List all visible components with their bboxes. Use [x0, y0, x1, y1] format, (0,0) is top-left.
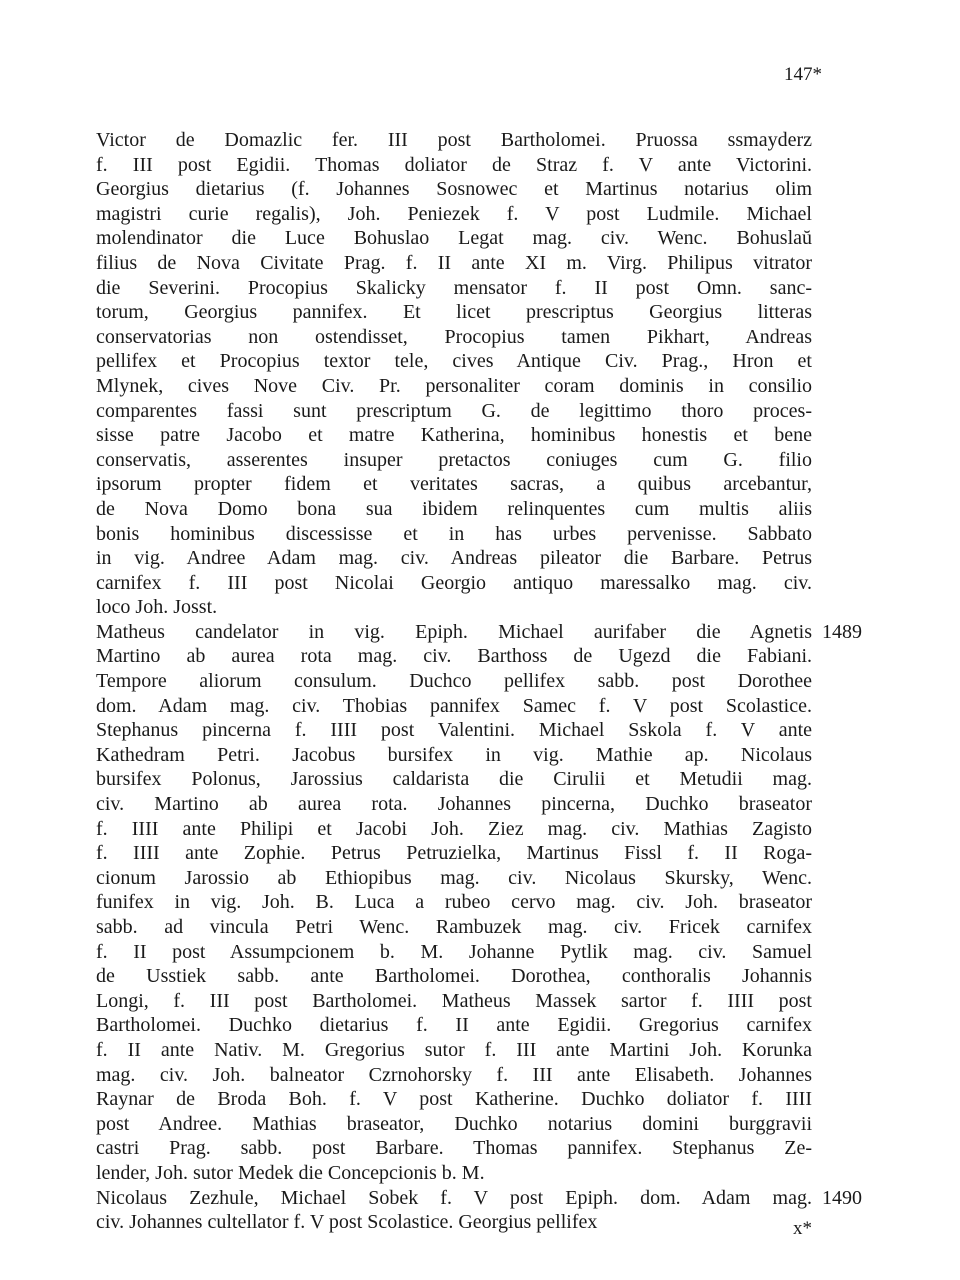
text-line: filius de Nova Civitate Prag. f. II ante XI m. Virg. Philipus vitrator	[96, 251, 812, 274]
text-line: post Andree. Mathias braseator, Duchko notarius domini burggravii	[96, 1112, 812, 1135]
text-line: Nicolaus Zezhule, Michael Sobek f. V post Epiph. dom. Adam mag.	[96, 1186, 812, 1209]
text-line: Victor de Domazlic fer. III post Bartholomei. Pruossa ssmayderz	[96, 129, 812, 151]
text-line: civ. Martino ab aurea rota. Johannes pincerna, Duchko braseator	[96, 793, 812, 816]
text-line: funifex in vig. Joh. B. Luca a rubeo cervo mag. civ. Joh. braseator	[96, 891, 812, 914]
text-line: lender, Joh. sutor Medek die Concepcionis b. M.	[96, 1161, 485, 1184]
text-line: Tempore aliorum consulum. Duchco pellifex sabb. post Dorothee	[96, 670, 812, 693]
text-line: bonis hominibus discessisse et in has urbes pervenisse. Sabbato	[96, 522, 812, 545]
text-line: bursifex Polonus, Jarossius caldarista die Cirulii et Metudii mag.	[96, 768, 812, 791]
text-line: conservatis, asserentes insuper pretactos coniuges cum G. filio	[96, 448, 812, 471]
page-number: 147*	[784, 64, 822, 85]
text-line: conservatorias non ostendisset, Procopius tamen Pikhart, Andreas	[96, 325, 812, 348]
text-line: f. II ante Nativ. M. Gregorius sutor f. III ante Martini Joh. Korunka	[96, 1038, 812, 1061]
text-line: Mlynek, cives Nove Civ. Pr. personaliter coram dominis in consilio	[96, 374, 812, 397]
text-line: die Severini. Procopius Skalicky mensator f. II post Omn. sanc-	[96, 276, 812, 299]
margin-year: 1489	[822, 621, 862, 643]
text-line: carnifex f. III post Nicolai Georgio antiquo maressalko mag. civ.	[96, 571, 812, 594]
text-line: f. IIII ante Philipi et Jacobi Joh. Ziez mag. civ. Mathias Zagisto	[96, 817, 812, 840]
text-line: dom. Adam mag. civ. Thobias pannifex Samec f. V post Scolastice.	[96, 694, 812, 717]
text-line: f. III post Egidii. Thomas doliator de Straz f. V ante Victorini.	[96, 153, 812, 176]
body-text	[96, 128, 812, 1235]
text-line: de Nova Domo bona sua ibidem relinquentes cum multis aliis	[96, 497, 812, 520]
signature-mark: x*	[793, 1218, 812, 1239]
text-line: Martino ab aurea rota mag. civ. Barthoss de Ugezd die Fabiani.	[96, 645, 812, 668]
text-line: Raynar de Broda Boh. f. V post Katherine. Duchko doliator f. IIII	[96, 1088, 812, 1111]
text-line: in vig. Andree Adam mag. civ. Andreas pileator die Barbare. Petrus	[96, 547, 812, 570]
text-line: Stephanus pincerna f. IIII post Valentini. Michael Sskola f. V ante	[96, 719, 812, 742]
text-line: f. IIII ante Zophie. Petrus Petruzielka, Martinus Fissl f. II Roga-	[96, 842, 812, 865]
text-line: sisse patre Jacobo et matre Katherina, hominibus honestis et bene	[96, 424, 812, 447]
text-line: mag. civ. Joh. balneator Czrnohorsky f. III ante Elisabeth. Johannes	[96, 1063, 812, 1086]
text-line: pellifex et Procopius textor tele, cives Antique Civ. Prag., Hron et	[96, 350, 812, 373]
text-line: civ. Johannes cultellator f. V post Scolastice. Georgius pellifex	[96, 1211, 598, 1234]
text-line: de Usstiek sabb. ante Bartholomei. Dorothea, conthoralis Johannis	[96, 965, 812, 988]
margin-year: 1490	[822, 1186, 862, 1209]
text-line: Longi, f. III post Bartholomei. Matheus Massek sartor f. IIII post	[96, 989, 812, 1012]
text-line: Georgius dietarius (f. Johannes Sosnowec et Martinus notarius olim	[96, 178, 812, 201]
text-line: Bartholomei. Duchko dietarius f. II ante Egidii. Gregorius carnifex	[96, 1014, 812, 1037]
text-line: Matheus candelator in vig. Epiph. Michael aurifaber die Agnetis	[96, 620, 812, 643]
text-line: f. II post Assumpcionem b. M. Johanne Pytlik mag. civ. Samuel	[96, 940, 812, 963]
text-line: castri Prag. sabb. post Barbare. Thomas pannifex. Stephanus Ze-	[96, 1137, 812, 1160]
text-line: molendinator die Luce Bohuslao Legat mag. civ. Wenc. Bohuslaŭ	[96, 227, 812, 250]
text-line: magistri curie regalis), Joh. Peniezek f. V post Ludmile. Michael	[96, 202, 812, 225]
text-line: loco Joh. Josst.	[96, 596, 218, 619]
text-line: ipsorum propter fidem et veritates sacras, a quibus arcebantur,	[96, 473, 812, 496]
text-line: Kathedram Petri. Jacobus bursifex in vig. Mathie ap. Nicolaus	[96, 743, 812, 766]
text-line: comparentes fassi sunt prescriptum G. de legittimo thoro proces-	[96, 399, 812, 422]
text-line: cionum Jarossio ab Ethiopibus mag. civ. Nicolaus Skursky, Wenc.	[96, 866, 812, 889]
text-line: torum, Georgius pannifex. Et licet prescriptus Georgius litteras	[96, 301, 812, 324]
text-line: sabb. ad vincula Petri Wenc. Rambuzek mag. civ. Fricek carnifex	[96, 916, 812, 938]
